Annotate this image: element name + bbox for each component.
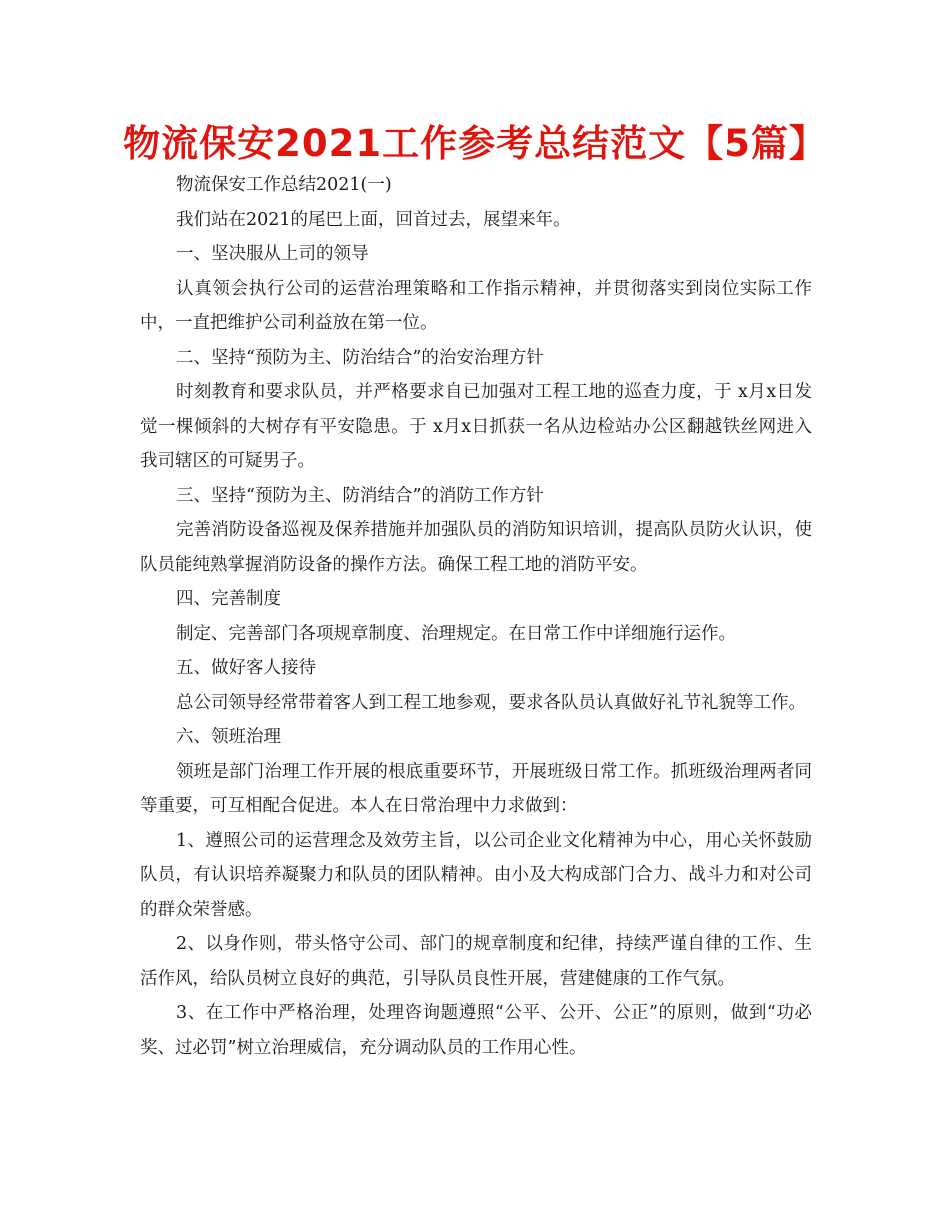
section-heading-1: 一、坚决服从上司的领导 <box>176 244 369 264</box>
section-heading-6: 六、领班治理 <box>176 727 281 747</box>
body-paragraph: 认真领会执行公司的运营治理策略和工作指示精神，并贯彻落实到岗位实际工作中，一直把维护公司利益放在第一位。 <box>140 278 812 333</box>
list-item-1: 1、遵照公司的运营理念及效劳主旨，以公司企业文化精神为中心，用心关怀鼓励队员，有认识培养凝聚力和队员的团队精神。由小及大构成部门合力、战斗力和对公司的群众荣誉感。 <box>140 830 812 920</box>
section-heading-2: 二、坚持“预防为主、防治结合”的治安治理方针 <box>176 347 544 368</box>
body-paragraph: 完善消防设备巡视及保养措施并加强队员的消防知识培训，提高队员防火认识，使队员能纯熟掌握消防设备的操作方法。确保工程工地的消防平安。 <box>140 520 812 575</box>
list-item-2: 2、以身作则，带头恪守公司、部门的规章制度和纪律，持续严谨自律的工作、生活作风，给队员树立良好的典范，引导队员良性开展，营建健康的工作气氛。 <box>140 934 812 989</box>
section-heading-4: 四、完善制度 <box>176 589 281 609</box>
intro-paragraph: 我们站在2021的尾巴上面，回首过去，展望来年。 <box>176 209 571 230</box>
subtitle-paragraph: 物流保安工作总结2021(一) <box>176 175 392 195</box>
section-heading-5: 五、做好客人接待 <box>176 658 316 678</box>
body-paragraph: 领班是部门治理工作开展的根底重要环节，开展班级日常工作。抓班级治理两者同等重要，可互相配合促进。本人在日常治理中力求做到： <box>140 761 812 816</box>
document-title: 物流保安2021工作参考总结范文【5篇】 <box>123 122 827 165</box>
body-paragraph: 总公司领导经常带着客人到工程工地参观，要求各队员认真做好礼节礼貌等工作。 <box>176 692 806 713</box>
section-heading-3: 三、坚持“预防为主、防消结合”的消防工作方针 <box>176 485 544 506</box>
list-item-3: 3、在工作中严格治理，处理咨询题遵照“公平、公开、公正”的原则，做到“功必奖、过必罚”树立治理威信，充分调动队员的工作用心性。 <box>140 1003 812 1058</box>
document-body <box>140 168 812 1065</box>
body-paragraph: 制定、完善部门各项规章制度、治理规定。在日常工作中详细施行运作。 <box>176 623 736 644</box>
body-paragraph: 时刻教育和要求队员，并严格要求自已加强对工程工地的巡查力度，于 x月x日发觉一棵倾斜的大树存有平安隐患。于 x月x日抓获一名从边检站办公区翻越铁丝网进入我司辖区的可疑男子。 <box>140 382 812 471</box>
